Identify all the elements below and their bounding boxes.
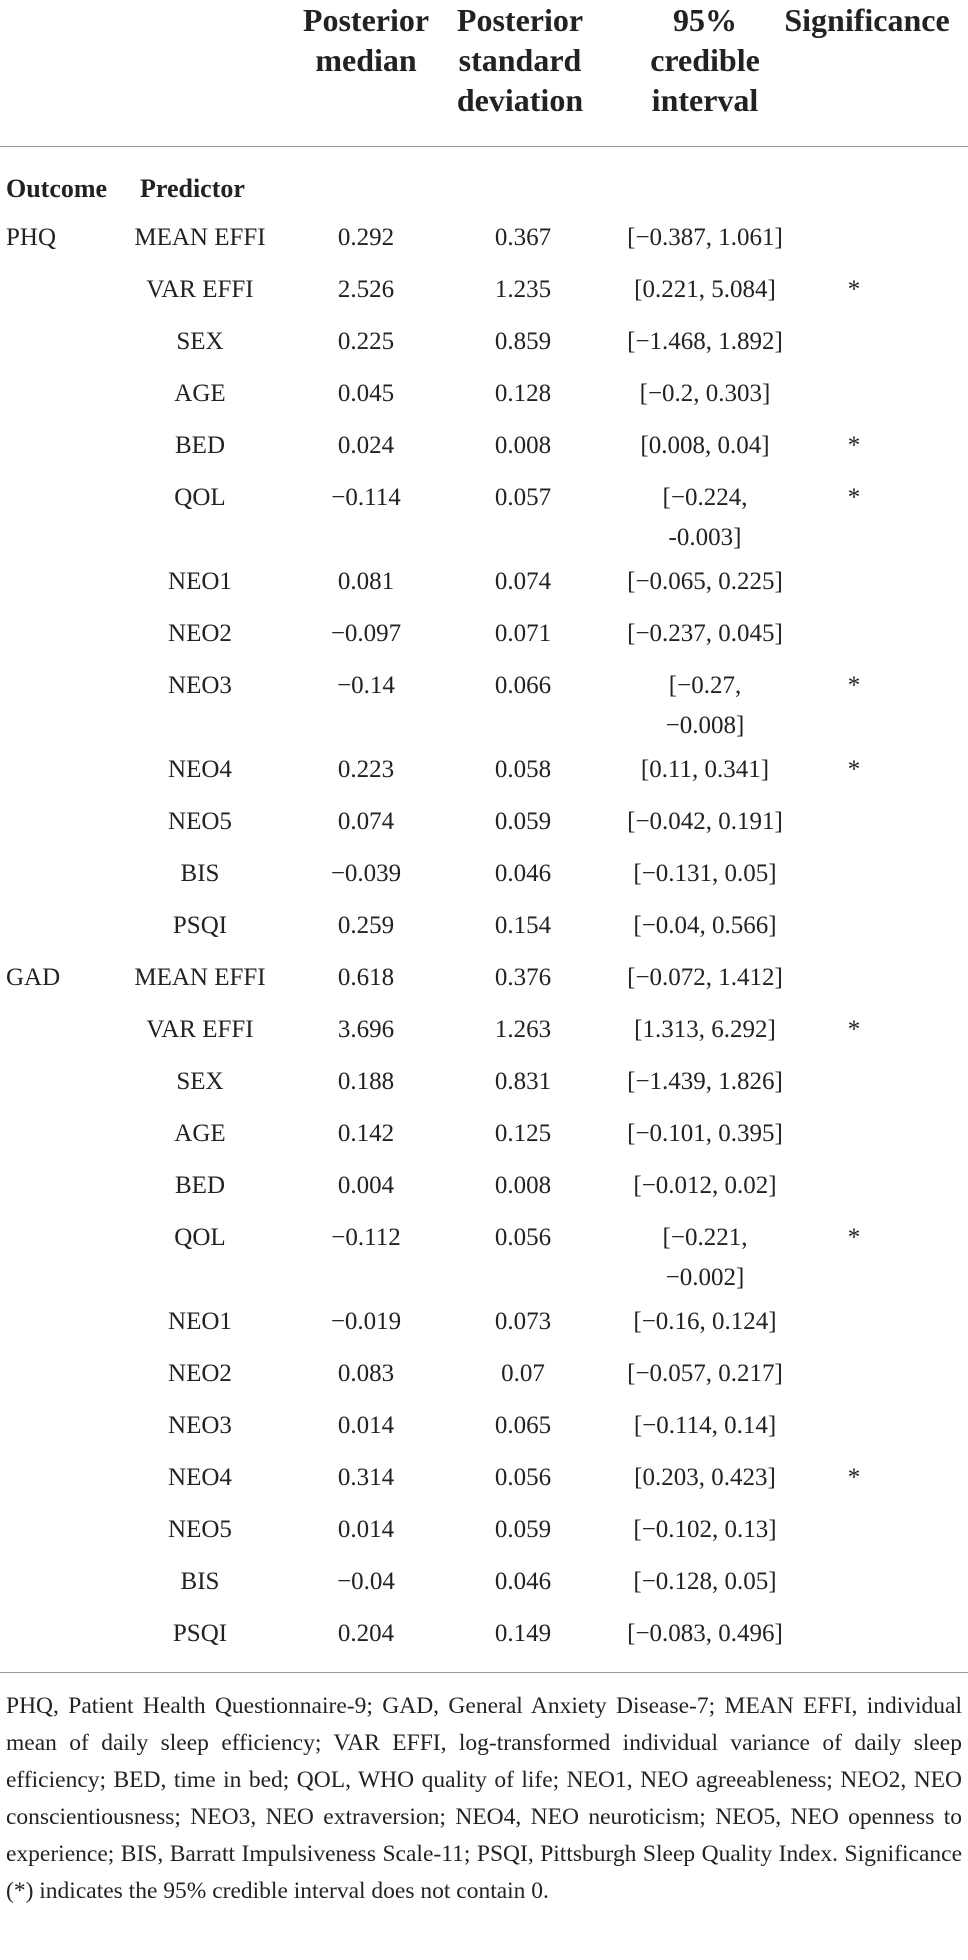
cell-predictor: SEX — [176, 328, 224, 355]
credible-interval-line: [−0.04, 0.566] — [633, 912, 777, 939]
cell-posterior-median: 0.314 — [337, 1464, 395, 1491]
cell-posterior-sd: 0.859 — [494, 328, 552, 355]
cell-significance: * — [847, 1016, 861, 1043]
cell-significance: * — [847, 484, 861, 511]
cell-posterior-median: −0.114 — [331, 484, 401, 511]
cell-predictor: PSQI — [172, 912, 228, 939]
cell-credible-interval — [600, 1114, 810, 1154]
cell-predictor: NEO1 — [168, 568, 232, 595]
header-posterior-median: Posterior median — [302, 2, 430, 78]
subheader-predictor: Predictor — [140, 174, 245, 203]
cell-posterior-sd: 0.008 — [494, 1172, 552, 1199]
credible-interval-line: [−1.468, 1.892] — [627, 328, 783, 355]
cell-credible-interval — [600, 478, 810, 558]
subheader-outcome: Outcome — [6, 174, 108, 203]
cell-predictor: BED — [175, 1172, 225, 1199]
cell-posterior-sd: 0.008 — [494, 432, 552, 459]
cell-predictor: NEO2 — [168, 1360, 232, 1387]
cell-credible-interval — [600, 1302, 810, 1342]
cell-posterior-median: 0.292 — [337, 224, 395, 251]
credible-interval-line: −0.002] — [665, 1264, 745, 1291]
credible-interval-line: [−0.114, 0.14] — [633, 1412, 777, 1439]
cell-posterior-sd: 0.125 — [494, 1120, 552, 1147]
cell-significance: * — [847, 1224, 861, 1251]
cell-posterior-median: 0.074 — [337, 808, 395, 835]
cell-posterior-median: −0.14 — [337, 672, 395, 699]
cell-posterior-median: 0.083 — [337, 1360, 395, 1387]
credible-interval-line: [−0.101, 0.395] — [627, 1120, 783, 1147]
cell-predictor: AGE — [174, 380, 226, 407]
cell-credible-interval — [600, 374, 810, 414]
cell-posterior-sd: 1.263 — [494, 1016, 552, 1043]
cell-posterior-sd: 1.235 — [494, 276, 552, 303]
cell-predictor: NEO5 — [168, 808, 232, 835]
cell-predictor: MEAN EFFI — [134, 964, 266, 991]
cell-predictor: MEAN EFFI — [134, 224, 266, 251]
cell-posterior-sd: 0.149 — [494, 1620, 552, 1647]
cell-predictor: AGE — [174, 1120, 226, 1147]
header-rule — [0, 146, 968, 147]
cell-credible-interval — [600, 666, 810, 746]
table-header — [0, 0, 968, 148]
cell-predictor: VAR EFFI — [146, 1016, 254, 1043]
credible-interval-line: [−0.012, 0.02] — [633, 1172, 777, 1199]
cell-predictor: SEX — [176, 1068, 224, 1095]
cell-posterior-sd: 0.056 — [494, 1224, 552, 1251]
cell-outcome: GAD — [6, 964, 61, 991]
cell-credible-interval — [600, 1166, 810, 1206]
cell-credible-interval — [600, 614, 810, 654]
cell-posterior-sd: 0.066 — [494, 672, 552, 699]
cell-credible-interval — [600, 562, 810, 602]
cell-predictor: BIS — [180, 860, 220, 887]
cell-credible-interval — [600, 1458, 810, 1498]
credible-interval-line: [−0.2, 0.303] — [639, 380, 771, 407]
cell-posterior-sd: 0.154 — [494, 912, 552, 939]
credible-interval-line: [−0.131, 0.05] — [633, 860, 777, 887]
credible-interval-line: [−0.102, 0.13] — [633, 1516, 777, 1543]
cell-significance: * — [847, 756, 861, 783]
cell-posterior-median: −0.039 — [330, 860, 402, 887]
cell-posterior-sd: 0.057 — [494, 484, 552, 511]
cell-predictor: NEO2 — [168, 620, 232, 647]
credible-interval-line: [0.203, 0.423] — [634, 1464, 776, 1491]
credible-interval-line: [−0.16, 0.124] — [633, 1308, 777, 1335]
cell-predictor: NEO4 — [168, 756, 232, 783]
cell-posterior-sd: 0.058 — [494, 756, 552, 783]
credible-interval-line: [−0.072, 1.412] — [627, 964, 783, 991]
cell-credible-interval — [600, 218, 810, 258]
cell-credible-interval — [600, 906, 810, 946]
cell-posterior-median: 0.081 — [337, 568, 395, 595]
cell-credible-interval — [600, 322, 810, 362]
cell-posterior-median: 0.188 — [337, 1068, 395, 1095]
header-credible-interval: 95% credible interval — [650, 2, 760, 118]
cell-credible-interval — [600, 1218, 810, 1298]
cell-posterior-sd: 0.367 — [494, 224, 552, 251]
cell-predictor: PSQI — [172, 1620, 228, 1647]
cell-posterior-median: 0.024 — [337, 432, 395, 459]
credible-interval-line: [−0.128, 0.05] — [633, 1568, 777, 1595]
credible-interval-line: [−0.042, 0.191] — [627, 808, 783, 835]
cell-posterior-median: 0.045 — [337, 380, 395, 407]
cell-posterior-sd: 0.128 — [494, 380, 552, 407]
credible-interval-line: [−0.057, 0.217] — [627, 1360, 783, 1387]
cell-credible-interval — [600, 958, 810, 998]
cell-posterior-median: 0.204 — [337, 1620, 395, 1647]
cell-predictor: QOL — [174, 484, 226, 511]
cell-posterior-median: 0.142 — [337, 1120, 395, 1147]
cell-predictor: BIS — [180, 1568, 220, 1595]
credible-interval-line: [0.221, 5.084] — [634, 276, 776, 303]
cell-credible-interval — [600, 270, 810, 310]
credible-interval-line: -0.003] — [668, 524, 742, 551]
cell-posterior-median: −0.097 — [330, 620, 402, 647]
cell-predictor: NEO1 — [168, 1308, 232, 1335]
cell-predictor: VAR EFFI — [146, 276, 254, 303]
cell-predictor: NEO4 — [168, 1464, 232, 1491]
credible-interval-line: [−0.27, — [668, 672, 742, 699]
credible-interval-line: [−0.237, 0.045] — [627, 620, 783, 647]
cell-posterior-sd: 0.074 — [494, 568, 552, 595]
cell-significance: * — [847, 672, 861, 699]
cell-posterior-sd: 0.07 — [501, 1360, 545, 1387]
cell-posterior-median: −0.019 — [330, 1308, 402, 1335]
cell-posterior-median: 0.259 — [337, 912, 395, 939]
cell-credible-interval — [600, 1062, 810, 1102]
cell-posterior-sd: 0.071 — [494, 620, 552, 647]
cell-predictor: QOL — [174, 1224, 226, 1251]
cell-credible-interval — [600, 802, 810, 842]
credible-interval-line: [−0.083, 0.496] — [627, 1620, 783, 1647]
credible-interval-line: [−0.221, — [662, 1224, 748, 1251]
credible-interval-line: [−1.439, 1.826] — [627, 1068, 783, 1095]
cell-predictor: NEO3 — [168, 672, 232, 699]
cell-predictor: NEO5 — [168, 1516, 232, 1543]
cell-credible-interval — [600, 1354, 810, 1394]
table-footnote: PHQ, Patient Health Questionnaire-9; GAD, General Anxiety Disease-7; MEAN EFFI, individual mean of daily sleep efficiency; VAR EFFI, log-transformed individual variance of daily sleep efficiency; BED, time in bed; QOL, WHO quality of life; NEO1, NEO agreeableness; NEO2, NEO conscientiousness; NEO3, NEO extraversion; NEO4, NEO neuroticism; NEO5, NEO openness to experience; BIS, Barratt Impulsiveness Scale-11; PSQI, Pittsburgh Sleep Quality Index. Significance (*) indicates the 95% credible interval does not contain 0. — [6, 1693, 962, 1904]
cell-posterior-sd: 0.065 — [494, 1412, 552, 1439]
cell-posterior-sd: 0.073 — [494, 1308, 552, 1335]
header-significance: Significance — [784, 2, 950, 38]
cell-posterior-median: −0.112 — [331, 1224, 401, 1251]
credible-interval-line: [0.11, 0.341] — [640, 756, 770, 783]
cell-posterior-sd: 0.059 — [494, 1516, 552, 1543]
cell-posterior-sd: 0.376 — [494, 964, 552, 991]
cell-credible-interval — [600, 1614, 810, 1654]
cell-posterior-median: 0.014 — [337, 1516, 395, 1543]
credible-interval-line: [0.008, 0.04] — [640, 432, 770, 459]
credible-interval-line: [−0.224, — [662, 484, 748, 511]
header-posterior-sd: Posterior standard deviation — [456, 2, 584, 118]
footer-rule — [0, 1672, 968, 1673]
cell-posterior-median: 2.526 — [337, 276, 395, 303]
cell-predictor: NEO3 — [168, 1412, 232, 1439]
credible-interval-line: [−0.065, 0.225] — [627, 568, 783, 595]
cell-posterior-median: 3.696 — [337, 1016, 395, 1043]
cell-credible-interval — [600, 1562, 810, 1602]
cell-posterior-sd: 0.046 — [494, 860, 552, 887]
cell-posterior-sd: 0.046 — [494, 1568, 552, 1595]
cell-credible-interval — [600, 750, 810, 790]
cell-posterior-median: 0.223 — [337, 756, 395, 783]
cell-significance: * — [847, 432, 861, 459]
cell-significance: * — [847, 1464, 861, 1491]
cell-posterior-median: 0.014 — [337, 1412, 395, 1439]
credible-interval-line: [−0.387, 1.061] — [627, 224, 783, 251]
cell-posterior-median: 0.225 — [337, 328, 395, 355]
cell-outcome: PHQ — [6, 224, 57, 251]
cell-credible-interval — [600, 1010, 810, 1050]
cell-posterior-median: 0.618 — [337, 964, 395, 991]
cell-credible-interval — [600, 1406, 810, 1446]
cell-posterior-median: 0.004 — [337, 1172, 395, 1199]
cell-posterior-sd: 0.059 — [494, 808, 552, 835]
credible-interval-line: [1.313, 6.292] — [634, 1016, 776, 1043]
cell-significance: * — [847, 276, 861, 303]
cell-posterior-sd: 0.056 — [494, 1464, 552, 1491]
cell-posterior-median: −0.04 — [337, 1568, 395, 1595]
cell-credible-interval — [600, 1510, 810, 1550]
cell-posterior-sd: 0.831 — [494, 1068, 552, 1095]
cell-credible-interval — [600, 854, 810, 894]
cell-credible-interval — [600, 426, 810, 466]
credible-interval-line: −0.008] — [665, 712, 745, 739]
cell-predictor: BED — [175, 432, 225, 459]
